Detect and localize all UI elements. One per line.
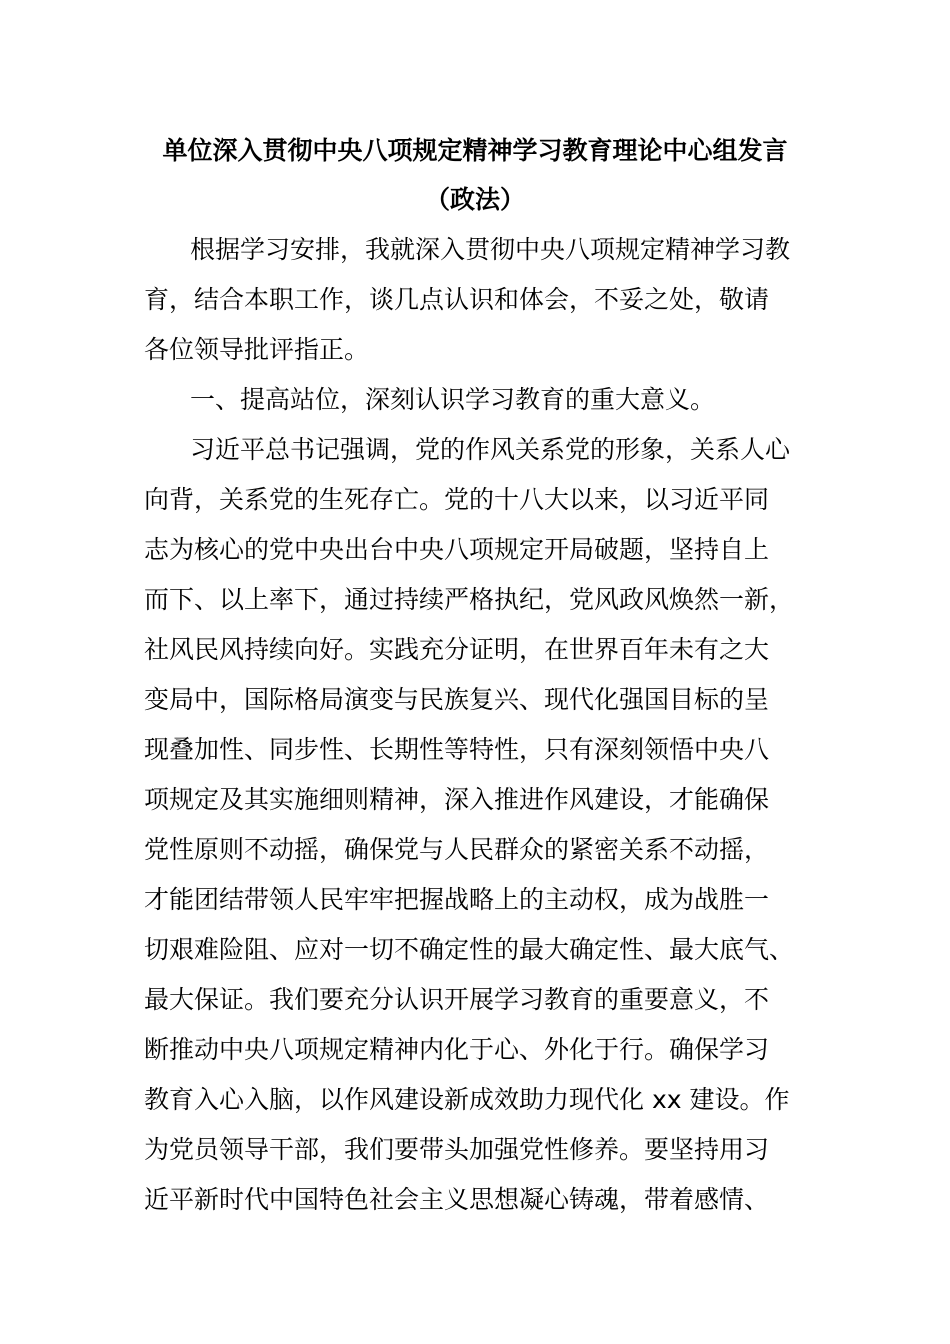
paragraph-line: 为党员领导干部，我们要带头加强党性修养。要坚持用习 bbox=[144, 1135, 770, 1164]
paragraph-line: 志为核心的党中央出台中央八项规定开局破题，坚持自上 bbox=[144, 535, 770, 564]
paragraph-line: 而下、以上率下，通过持续严格执纪，党风政风焕然一新， bbox=[144, 585, 795, 614]
document-subtitle: （政法） bbox=[424, 185, 525, 214]
paragraph-line: 项规定及其实施细则精神，深入推进作风建设，才能确保 bbox=[144, 785, 770, 814]
document-title: 单位深入贯彻中央八项规定精神学习教育理论中心组发言 bbox=[162, 136, 788, 165]
paragraph-line: 社风民风持续向好。实践充分证明，在世界百年未有之大 bbox=[144, 635, 770, 664]
paragraph-line: 近平新时代中国特色社会主义思想凝心铸魂，带着感情、 bbox=[144, 1185, 770, 1214]
paragraph-line: 才能团结带领人民牢牢把握战略上的主动权，成为战胜一 bbox=[144, 885, 770, 914]
paragraph-line: 现叠加性、同步性、长期性等特性，只有深刻领悟中央八 bbox=[144, 735, 770, 764]
paragraph-line: 向背，关系党的生死存亡。党的十八大以来，以习近平同 bbox=[144, 485, 770, 514]
paragraph-line: 最大保证。我们要充分认识开展学习教育的重要意义，不 bbox=[144, 985, 770, 1014]
paragraph-line: 根据学习安排，我就深入贯彻中央八项规定精神学习教 bbox=[190, 235, 791, 264]
paragraph-line: 各位领导批评指正。 bbox=[144, 335, 370, 364]
section-heading: 一、提高站位，深刻认识学习教育的重大意义。 bbox=[190, 385, 716, 414]
paragraph-line: 断推动中央八项规定精神内化于心、外化于行。确保学习 bbox=[144, 1035, 770, 1064]
paragraph-line: 党性原则不动摇，确保党与人民群众的紧密关系不动摇， bbox=[144, 835, 770, 864]
paragraph-line: 变局中，国际格局演变与民族复兴、现代化强国目标的呈 bbox=[144, 685, 770, 714]
paragraph-line: 习近平总书记强调，党的作风关系党的形象，关系人心 bbox=[190, 435, 791, 464]
paragraph-line: 切艰难险阻、应对一切不确定性的最大确定性、最大底气、 bbox=[144, 935, 795, 964]
paragraph-line: 教育入心入脑，以作风建设新成效助力现代化 xx 建设。作 bbox=[144, 1085, 790, 1114]
paragraph-line: 育，结合本职工作，谈几点认识和体会，不妥之处，敬请 bbox=[144, 285, 770, 314]
